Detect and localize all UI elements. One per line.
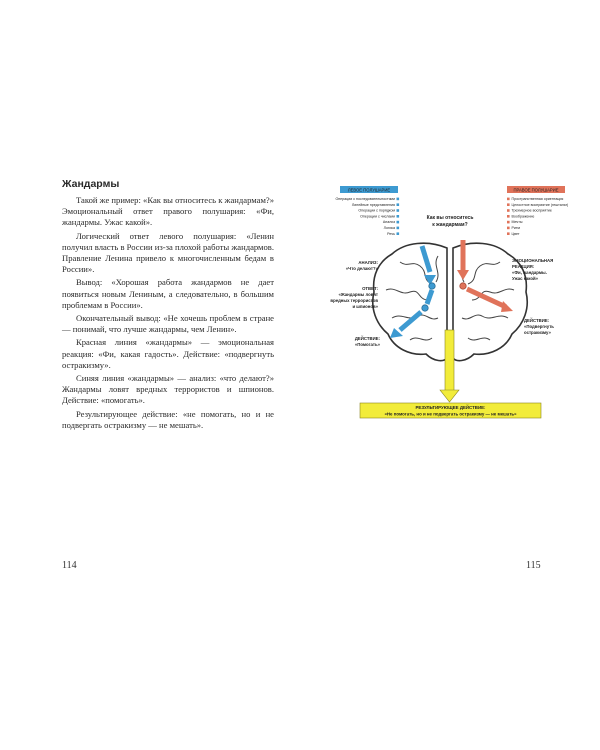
paragraph: Результирующее действие: «не помогать, но и не подвергать остракизму — не мешать».	[62, 408, 274, 430]
right-header-label: ПРАВОЕ ПОЛУШАРИЕ	[513, 187, 559, 193]
emotion-node	[460, 283, 466, 289]
emotional-label: ЭМОЦИОНАЛЬНАЯ	[512, 258, 554, 263]
left-item-label: Речь	[387, 231, 395, 236]
left-item-label: Анализ	[382, 220, 395, 225]
result-text: «Не помогать, но и не подвергать остракизму — не мешать»	[384, 411, 517, 417]
right-item-marker	[507, 221, 510, 224]
blue-arrow-bottom	[400, 312, 421, 330]
emotional-label-line3: «Фи, жандармы.	[512, 270, 547, 275]
emotional-label-line2: РЕАКЦИЯ:	[512, 264, 535, 269]
right-item-label: Целостное восприятие (гештальт)	[511, 202, 569, 207]
yellow-arrow-head	[440, 390, 459, 402]
right-item-marker	[507, 203, 510, 206]
section-heading: Жандармы	[62, 178, 120, 190]
left-item-marker	[397, 227, 400, 230]
right-item-label: Цвет	[511, 231, 520, 236]
left-item-marker	[397, 215, 400, 218]
left-annotations	[330, 260, 380, 347]
answer-node	[422, 305, 428, 311]
action-left-quote: «Помогать»	[354, 342, 380, 347]
left-item-label: Операции с порядком	[358, 208, 395, 213]
left-item-marker	[397, 209, 400, 212]
left-item-marker	[397, 198, 400, 201]
paragraph: Вывод: «Хорошая работа жандармов не дает появиться новым Лениным, а следовательно, в большим проблемам в России».	[62, 277, 274, 310]
left-item-label: Линейные представления	[351, 202, 395, 207]
paragraph: Красная линия «жандармы» — эмоциональная реакция: «Фи, какая гадость». Действие: «подвергнуть остракизму».	[62, 337, 274, 370]
right-item-marker	[507, 232, 510, 235]
right-item-label: Пространственная ориентация	[511, 197, 564, 201]
left-item-marker	[397, 203, 400, 206]
left-item-marker	[397, 221, 400, 224]
left-hemisphere-legend	[335, 186, 399, 236]
paragraph: Окончательный вывод: «Не хочешь проблем в стране — понимай, что лучше жандармы, чем Ленин».	[62, 313, 274, 335]
answer-label-line3: вредных террористов	[330, 298, 378, 303]
right-item-marker	[507, 215, 510, 218]
yellow-result-path	[440, 330, 459, 402]
emotional-label-line4: Ужас какой»	[512, 276, 538, 281]
paragraph: Синяя линия «жандармы» — анализ: «что делают?» Жандармы ловят вредных террористов и шпионов. Действие: «помогать».	[62, 373, 274, 406]
analysis-label: АНАЛИЗ:	[358, 260, 378, 265]
question-line-1: Как вы относитесь	[426, 215, 474, 221]
left-item-label: Операции с последовательностями	[335, 197, 395, 201]
action-right-label: ДЕЙСТВИЕ:	[524, 318, 550, 323]
right-item-marker	[507, 198, 510, 201]
right-item-marker	[507, 209, 510, 212]
answer-label: ОТВЕТ:	[362, 286, 378, 291]
paragraph: Логический ответ левого полушария: «Ленин получил власть в России из-за плохой работы жандармов. Правление Ленина привело к многочисленным бедам в России».	[62, 230, 274, 275]
blue-analysis-path	[390, 246, 436, 338]
red-arrow-top-head	[457, 270, 469, 280]
page-number-right: 115	[526, 560, 541, 571]
body-text	[62, 195, 274, 433]
right-item-label: Мечты	[511, 220, 523, 225]
yellow-arrow-shaft	[445, 330, 454, 392]
blue-arrow-mid	[427, 290, 432, 304]
right-item-label: Трехмерное восприятие	[511, 208, 552, 213]
right-hemisphere-legend	[507, 186, 568, 236]
answer-label-line4: и шпионов»	[352, 304, 378, 309]
left-item-label: Логика	[383, 226, 395, 230]
right-item-marker	[507, 227, 510, 230]
right-page	[300, 0, 600, 750]
right-annotations	[512, 258, 554, 335]
action-left-label: ДЕЙСТВИЕ:	[354, 336, 380, 341]
question-line-2: к жандармам?	[432, 222, 468, 228]
right-items-list	[507, 197, 568, 236]
red-arrow-right-head	[501, 301, 513, 312]
answer-label-line2: «Жандармы ловят	[338, 292, 378, 297]
result-box	[360, 403, 541, 418]
paragraph: Такой же пример: «Как вы относитесь к жандармам?» Эмоциональный ответ правого полушария: «Фи, жандармы. Ужас какой».	[62, 195, 274, 228]
page-number-left: 114	[62, 560, 77, 571]
result-title: РЕЗУЛЬТИРУЮЩЕЕ ДЕЙСТВИЕ:	[415, 405, 486, 410]
brain-diagram	[300, 0, 600, 750]
left-item-marker	[397, 232, 400, 235]
left-header-label: ЛЕВОЕ ПОЛУШАРИЕ	[347, 187, 391, 193]
blue-arrow-top	[422, 246, 430, 272]
left-items-list	[335, 197, 399, 236]
analysis-label-quote: «Что делают?»	[345, 266, 378, 271]
analysis-node	[429, 283, 435, 289]
left-item-label: Операции с числами	[360, 214, 395, 219]
right-item-label: Ритм	[511, 226, 521, 230]
right-item-label: Воображение	[511, 214, 535, 219]
action-right-line2: «Подвергнуть	[524, 324, 554, 329]
action-right-line3: остракизму»	[524, 330, 551, 335]
